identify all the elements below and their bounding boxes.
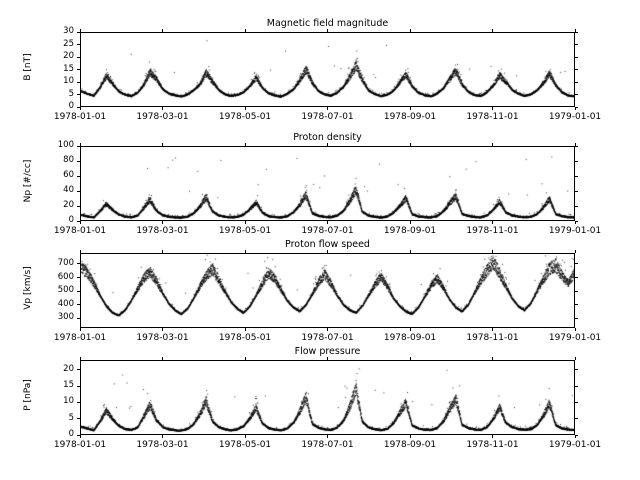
xtick-mark (80, 107, 81, 110)
xtick-label: 1978-05-01 (218, 333, 272, 343)
ytick-label: 20 (63, 363, 74, 374)
panel-title-1: Magnetic field magnitude (266, 18, 389, 29)
ylabel-b: B [nT] (23, 53, 33, 81)
xtick-label: 1979-01-01 (548, 440, 602, 450)
axes-magnetic-field (80, 32, 575, 107)
xtick-mark (492, 250, 493, 253)
series-p (81, 361, 574, 434)
xtick-mark (410, 435, 411, 438)
xtick-mark (410, 357, 411, 360)
xtick-mark (327, 107, 328, 110)
xtick-mark (575, 250, 576, 253)
ytick-mark (77, 176, 80, 177)
xtick-mark (327, 250, 328, 253)
xtick-mark (162, 250, 163, 253)
ytick-label: 30 (63, 26, 74, 36)
xtick-label: 1978-11-01 (466, 333, 519, 343)
xtick-mark (327, 357, 328, 360)
ytick-label: 25 (63, 38, 74, 49)
xtick-mark (162, 143, 163, 146)
xtick-mark (327, 143, 328, 146)
axes-proton-flow-speed (80, 253, 575, 328)
ytick-label: 20 (63, 200, 74, 210)
ylabel-p: P [nPa] (23, 379, 33, 411)
ytick-mark (77, 418, 80, 419)
ytick-mark (575, 418, 578, 419)
ytick-label: 0 (68, 101, 74, 111)
xtick-mark (162, 435, 163, 438)
xtick-label: 1978-09-01 (383, 333, 437, 343)
xtick-label: 1978-01-01 (53, 333, 107, 343)
ylabel-vp: Vp [km/s] (23, 266, 33, 310)
xtick-label: 1978-05-01 (218, 112, 272, 122)
xtick-mark (327, 328, 328, 331)
xtick-mark (575, 29, 576, 32)
panel-title-4: Flow pressure (294, 346, 361, 357)
xtick-mark (245, 357, 246, 360)
panel-title-3: Proton flow speed (285, 239, 370, 250)
ytick-label: 20 (63, 51, 74, 61)
xtick-mark (162, 221, 163, 224)
xtick-mark (575, 357, 576, 360)
xtick-mark (575, 107, 576, 110)
xtick-mark (327, 221, 328, 224)
ytick-mark (575, 44, 578, 45)
xtick-mark (492, 328, 493, 331)
xtick-mark (80, 29, 81, 32)
xtick-label: 1978-09-01 (383, 112, 437, 122)
ytick-mark (77, 191, 80, 192)
ytick-label: 0 (68, 215, 74, 225)
xtick-mark (245, 435, 246, 438)
xtick-mark (492, 435, 493, 438)
xtick-mark (245, 143, 246, 146)
ytick-label: 400 (57, 298, 74, 309)
ylabel-np: Np [#/cc] (23, 159, 33, 203)
ytick-mark (77, 44, 80, 45)
xtick-mark (245, 221, 246, 224)
xtick-label: 1978-07-01 (301, 226, 354, 236)
xtick-mark (327, 435, 328, 438)
xtick-mark (80, 435, 81, 438)
xtick-mark (575, 221, 576, 224)
xtick-mark (575, 328, 576, 331)
ytick-mark (575, 176, 578, 177)
xtick-label: 1978-05-01 (218, 440, 272, 450)
xtick-label: 1979-01-01 (548, 112, 602, 122)
xtick-label: 1978-07-01 (301, 333, 354, 343)
xtick-mark (410, 250, 411, 253)
ytick-label: 300 (57, 312, 74, 323)
xtick-mark (245, 250, 246, 253)
ytick-mark (77, 402, 80, 403)
ytick-mark (77, 206, 80, 207)
panel-title-2: Proton density (293, 132, 362, 143)
series-vp (81, 254, 574, 327)
ytick-mark (77, 82, 80, 83)
ytick-mark (77, 369, 80, 370)
ytick-label: 100 (57, 140, 74, 150)
series-b (81, 33, 574, 106)
xtick-label: 1978-03-01 (136, 333, 189, 343)
ytick-mark (77, 291, 80, 292)
ytick-mark (77, 57, 80, 58)
xtick-label: 1978-03-01 (136, 440, 189, 450)
xtick-mark (492, 107, 493, 110)
ytick-mark (575, 94, 578, 95)
xtick-mark (162, 357, 163, 360)
xtick-label: 1978-03-01 (136, 112, 189, 122)
xtick-mark (575, 143, 576, 146)
ytick-mark (77, 318, 80, 319)
xtick-label: 1979-01-01 (548, 333, 602, 343)
xtick-label: 1978-09-01 (383, 440, 437, 450)
axes-proton-density (80, 146, 575, 221)
ytick-label: 60 (63, 170, 74, 180)
xtick-mark (575, 435, 576, 438)
xtick-label: 1978-11-01 (466, 440, 519, 450)
ytick-mark (77, 277, 80, 278)
ytick-mark (77, 161, 80, 162)
ytick-label: 700 (57, 257, 74, 268)
ytick-mark (77, 304, 80, 305)
ytick-label: 15 (63, 63, 74, 74)
ytick-mark (77, 94, 80, 95)
ytick-mark (77, 263, 80, 264)
xtick-mark (162, 29, 163, 32)
xtick-mark (162, 328, 163, 331)
xtick-label: 1978-05-01 (218, 226, 272, 236)
ytick-mark (575, 206, 578, 207)
xtick-label: 1978-09-01 (383, 226, 437, 236)
ytick-mark (77, 386, 80, 387)
ytick-label: 0 (68, 429, 74, 439)
xtick-mark (80, 357, 81, 360)
ytick-mark (575, 386, 578, 387)
ytick-mark (575, 57, 578, 58)
ytick-label: 600 (57, 271, 74, 282)
ytick-mark (77, 69, 80, 70)
ytick-mark (575, 402, 578, 403)
ytick-mark (575, 318, 578, 319)
ytick-label: 80 (63, 155, 74, 165)
xtick-mark (492, 221, 493, 224)
xtick-mark (492, 29, 493, 32)
xtick-label: 1978-11-01 (466, 226, 519, 236)
xtick-mark (410, 29, 411, 32)
axes-flow-pressure (80, 360, 575, 435)
xtick-mark (492, 143, 493, 146)
ytick-mark (575, 263, 578, 264)
ytick-label: 15 (63, 380, 74, 391)
xtick-label: 1978-03-01 (136, 226, 189, 236)
xtick-mark (410, 221, 411, 224)
xtick-label: 1978-01-01 (53, 440, 107, 450)
xtick-mark (80, 143, 81, 146)
xtick-label: 1978-01-01 (53, 226, 107, 236)
xtick-mark (245, 328, 246, 331)
ytick-mark (575, 191, 578, 192)
xtick-mark (80, 221, 81, 224)
ytick-mark (575, 291, 578, 292)
ytick-mark (575, 82, 578, 83)
ytick-label: 5 (68, 88, 74, 99)
ytick-mark (575, 369, 578, 370)
ytick-label: 500 (57, 285, 74, 296)
ytick-mark (575, 161, 578, 162)
xtick-mark (80, 250, 81, 253)
xtick-mark (327, 29, 328, 32)
xtick-mark (162, 107, 163, 110)
ytick-label: 5 (68, 412, 74, 423)
xtick-mark (410, 143, 411, 146)
xtick-label: 1978-01-01 (53, 112, 107, 122)
xtick-label: 1978-11-01 (466, 112, 519, 122)
xtick-label: 1979-01-01 (548, 226, 602, 236)
xtick-mark (80, 328, 81, 331)
xtick-label: 1978-07-01 (301, 112, 354, 122)
ytick-mark (575, 304, 578, 305)
ytick-label: 10 (63, 76, 74, 86)
ytick-label: 40 (63, 185, 74, 195)
ytick-mark (575, 69, 578, 70)
xtick-mark (410, 328, 411, 331)
xtick-mark (492, 357, 493, 360)
xtick-mark (410, 107, 411, 110)
series-np (81, 147, 574, 220)
xtick-mark (245, 107, 246, 110)
xtick-mark (245, 29, 246, 32)
xtick-label: 1978-07-01 (301, 440, 354, 450)
ytick-mark (575, 277, 578, 278)
ytick-label: 10 (63, 396, 74, 407)
